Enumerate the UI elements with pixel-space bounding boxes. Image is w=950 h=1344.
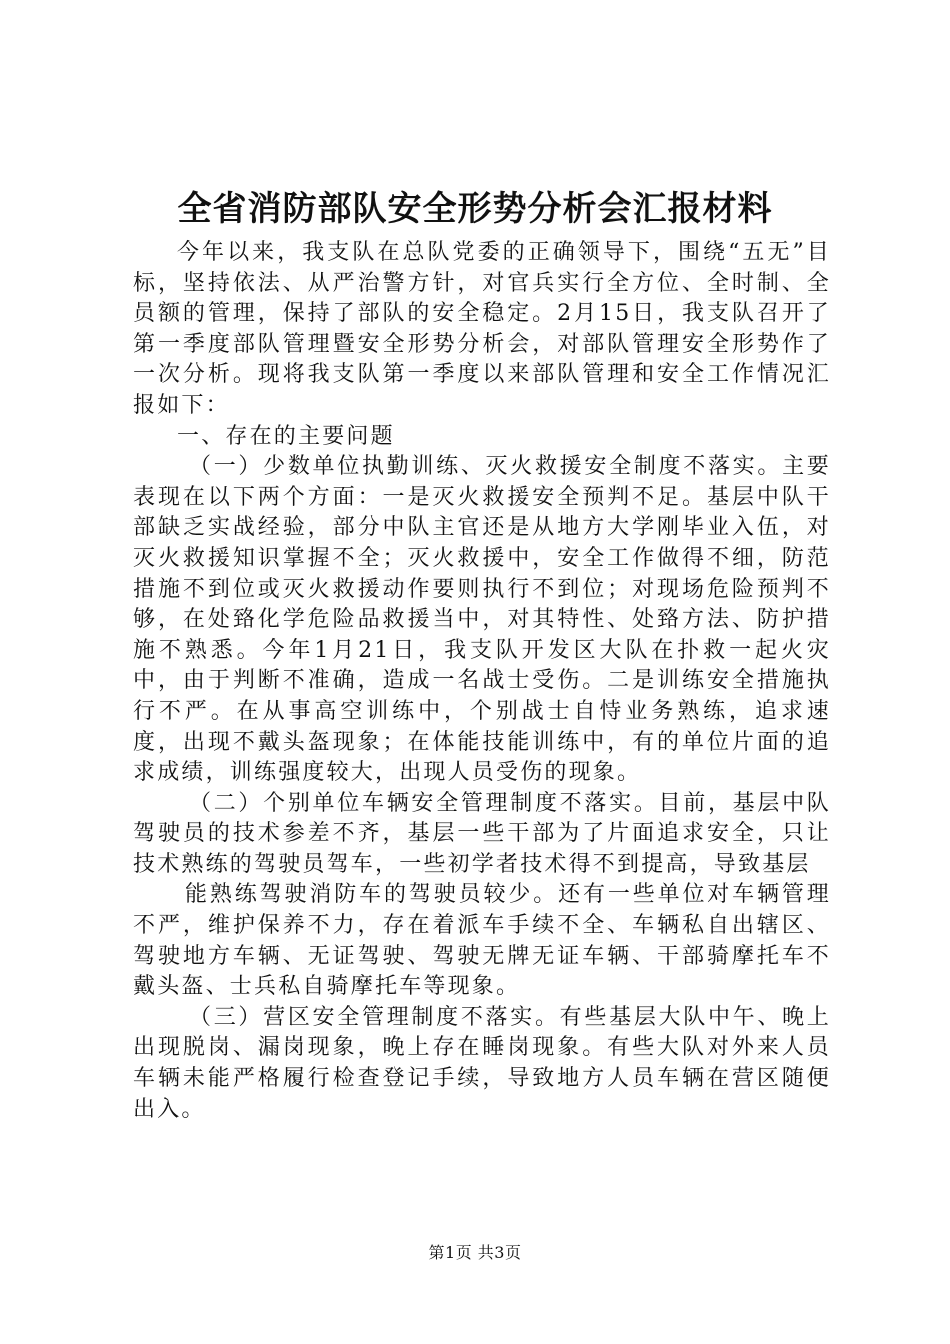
document-title: 全省消防部队安全形势分析会汇报材料 xyxy=(177,189,773,229)
continuation-paragraph: 能熟练驾驶消防车的驾驶员较少。还有一些单位对车辆管理不严，维护保养不力，存在着派车手续不全、车辆私自出辖区、驾驶地方车辆、无证驾驶、驾驶无牌无证车辆、干部骑摩托车不戴头盔、士兵私自骑摩托车等现象。 xyxy=(133,882,831,1000)
subsection-paragraph: （三）营区安全管理制度不落实。有些基层大队中午、晚上出现脱岗、漏岗现象，晚上存在睡岗现象。有些大队对外来人员车辆未能严格履行检查登记手续，导致地方人员车辆在营区随便出入。 xyxy=(133,1004,831,1122)
intro-paragraph: 今年以来，我支队在总队党委的正确领导下，围绕“五无”目标，坚持依法、从严治警方针，对官兵实行全方位、全时制、全员额的管理，保持了部队的安全稳定。2月15日，我支队召开了第一季度部队管理暨安全形势分析会，对部队管理安全形势作了一次分析。现将我支队第一季度以来部队管理和安全工作情况汇报如下： xyxy=(133,240,831,418)
subsection-paragraph: （二）个别单位车辆安全管理制度不落实。目前，基层中队驾驶员的技术参差不齐，基层一些干部为了片面追求安全，只让技术熟练的驾驶员驾车，一些初学者技术得不到提高，导致基层 xyxy=(133,790,831,877)
section-heading: 一、存在的主要问题 xyxy=(177,423,395,449)
document-body xyxy=(133,238,831,1125)
subsection-paragraph: （一）少数单位执勤训练、灭火救援安全制度不落实。主要表现在以下两个方面：一是灭火救援安全预判不足。基层中队干部缺乏实战经验，部分中队主官还是从地方大学刚毕业入伍，对灭火救援知识掌握不全；灭火救援中，安全工作做得不细，防范措施不到位或灭火救援动作要则执行不到位；对现场危险预判不够，在处臵化学危险品救援当中，对其特性、处臵方法、防护措施不熟悉。今年1月21日，我支队开发区大队在扑救一起火灾中，由于判断不准确，造成一名战士受伤。二是训练安全措施执行不严。在从事高空训练中，个别战士自恃业务熟练，追求速度，出现不戴头盔现象；在体能技能训练中，有的单位片面的追求成绩，训练强度较大，出现人员受伤的现象。 xyxy=(133,454,831,786)
page-number-footer: 第1页 共3页 xyxy=(428,1243,522,1262)
